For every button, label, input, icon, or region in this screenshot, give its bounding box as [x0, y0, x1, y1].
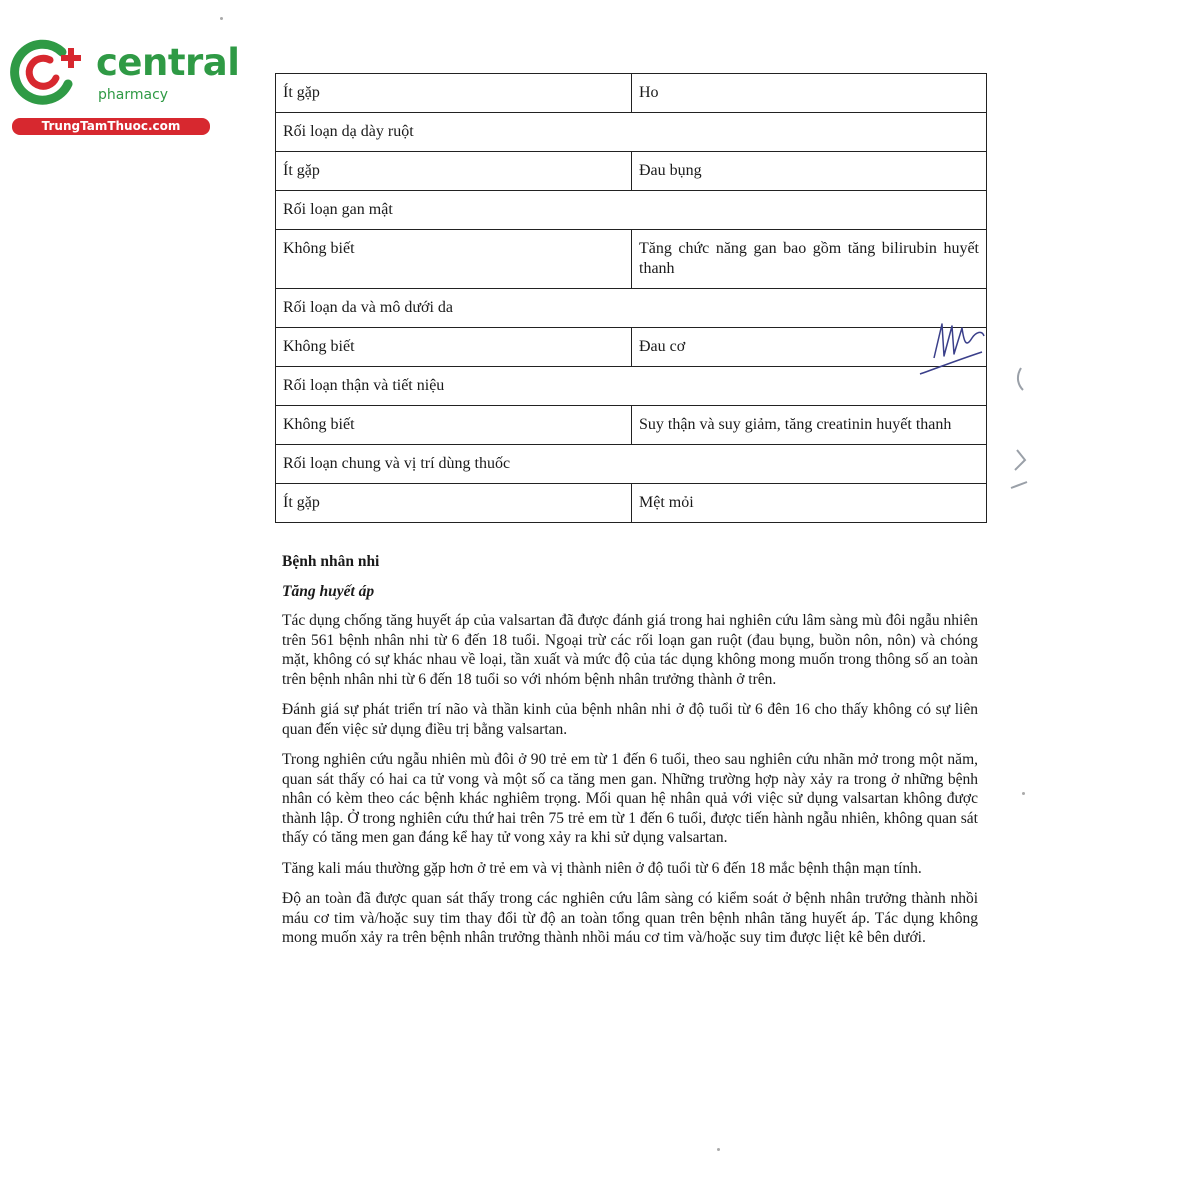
logo-url-badge: TrungTamThuoc.com: [12, 118, 210, 135]
section-heading: Bệnh nhân nhi: [282, 553, 380, 570]
effect-cell: Tăng chức năng gan bao gồm tăng bilirubin huyết thanh: [632, 230, 987, 289]
frequency-cell: Không biết: [276, 328, 632, 367]
category-header-cell: Rối loạn chung và vị trí dùng thuốc: [276, 445, 987, 484]
table-row: [276, 113, 987, 152]
adverse-reactions-table: [275, 73, 987, 523]
table-row: [276, 191, 987, 230]
frequency-cell: Ít gặp: [276, 152, 632, 191]
table-row: [276, 328, 987, 367]
scan-dot: [220, 17, 223, 20]
effect-cell: Ho: [632, 74, 987, 113]
paragraph: Tác dụng chống tăng huyết áp của valsartan đã được đánh giá trong hai nghiên cứu lâm sàng mù đôi ngẫu nhiên trên 561 bệnh nhân nhi từ 6 đến 18 tuổi. Ngoại trừ các rối loạn gan ruột (đau bụng, buồn nôn, nôn) và chóng mặt, không có sự khác nhau về loại, tần xuất và mức độ của tác dụng không mong muốn trong thông số an toàn trên bệnh nhân nhi từ 6 đến 18 tuổi so với nhóm bệnh nhân trưởng thành ở trên.: [282, 612, 978, 688]
table-row: [276, 367, 987, 406]
handwritten-signature: [912, 312, 992, 378]
paragraph: Tăng kali máu thường gặp hơn ở trẻ em và vị thành niên ở độ tuổi từ 6 đến 18 mắc bệnh thận mạn tính.: [282, 859, 922, 877]
table-row: [276, 484, 987, 523]
scan-dot: [1022, 792, 1025, 795]
frequency-cell: Ít gặp: [276, 74, 632, 113]
paragraph: Trong nghiên cứu ngẫu nhiên mù đôi ở 90 trẻ em từ 1 đến 6 tuổi, theo sau nghiên cứu nhãn mở trong một năm, quan sát thấy có hai ca tử vong và một số ca tăng men gan. Những trường hợp này xảy ra trong ở những bệnh nhân có kèm theo các bệnh khác nghiêm trọng. Mối quan hệ nhân quả với việc sử dụng valsartan không được thành lập. Ở trong nghiên cứu thứ hai trên 75 trẻ em từ 1 đến 6 tuổi, được tiến hành ngẫu nhiên, không quan sát thấy có tăng men gan đáng kể hay tử vong xảy ra khi sử dụng valsartan.: [282, 751, 978, 846]
logo-subtitle: pharmacy: [98, 87, 169, 103]
paragraph: Độ an toàn đã được quan sát thấy trong các nghiên cứu lâm sàng có kiểm soát ở bệnh nhân trưởng thành nhồi máu cơ tim và/hoặc suy tim thay đổi từ độ an toàn tổng quan trên bệnh nhân tăng huyết áp. Tác dụng không mong muốn xảy ra trên bệnh nhân trưởng thành nhồi máu cơ tim và/hoặc suy tim được liệt kê bên dưới.: [282, 890, 978, 946]
pharmacy-logo: [10, 38, 240, 138]
paragraph: Đánh giá sự phát triển trí não và thần kinh của bệnh nhân nhi ở độ tuổi từ 6 đên 16 cho thấy không có sự liên quan đến việc sử dụng điều trị bằng valsartan.: [282, 701, 978, 738]
effect-cell: Suy thận và suy giảm, tăng creatinin huyết thanh: [632, 406, 987, 445]
frequency-cell: Không biết: [276, 230, 632, 289]
table-row: [276, 152, 987, 191]
table-row: [276, 289, 987, 328]
scan-dot: [717, 1148, 720, 1151]
effect-cell: Đau cơ: [632, 328, 987, 367]
frequency-cell: Không biết: [276, 406, 632, 445]
table-row: [276, 74, 987, 113]
category-header-cell: Rối loạn thận và tiết niệu: [276, 367, 987, 406]
logo-brand: central: [96, 41, 240, 84]
effect-cell: Mệt mỏi: [632, 484, 987, 523]
sub-heading: Tăng huyết áp: [282, 582, 375, 600]
scan-artifact-marks: [1005, 360, 1035, 500]
table-row: [276, 445, 987, 484]
category-header-cell: Rối loạn dạ dày ruột: [276, 113, 987, 152]
table-row: [276, 406, 987, 445]
category-header-cell: Rối loạn gan mật: [276, 191, 987, 230]
category-header-cell: Rối loạn da và mô dưới da: [276, 289, 987, 328]
pediatric-section: [282, 552, 978, 959]
table-row: [276, 230, 987, 289]
frequency-cell: Ít gặp: [276, 484, 632, 523]
effect-cell: Đau bụng: [632, 152, 987, 191]
central-pharmacy-logo-icon: [10, 38, 92, 108]
